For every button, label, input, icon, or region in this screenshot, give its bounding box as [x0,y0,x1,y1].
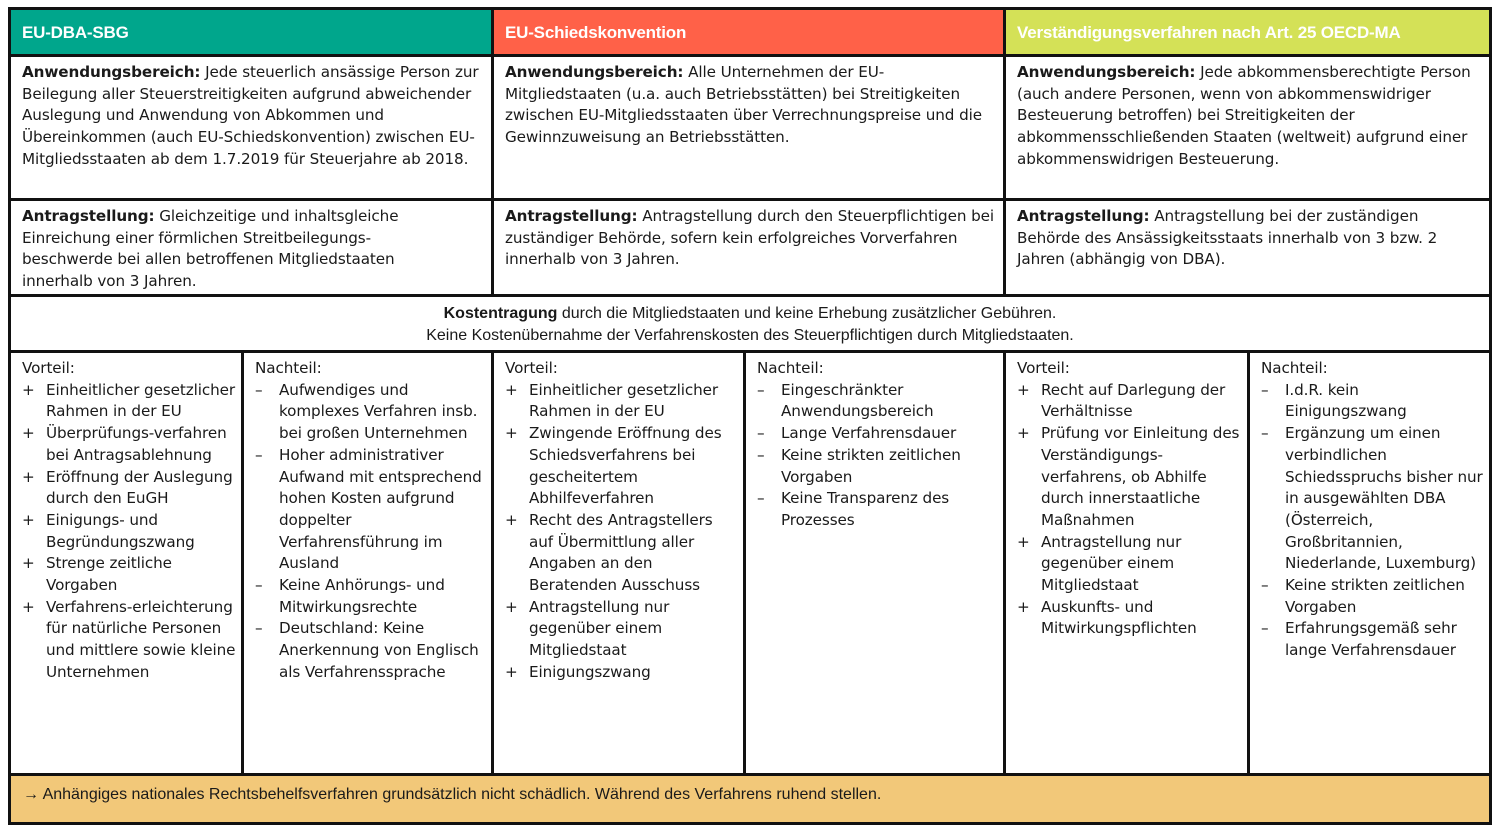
minus-icon: – [757,489,765,508]
filing-text: Antragstellung bei der zuständigen Behörde des Ansässigkeitsstaats innerhalb von 3 bzw. 2 Jahren (abhängig von DBA). [1017,207,1438,269]
con-item [255,445,487,575]
filing-text: Antragstellung durch den Steuerpflichtigen bei zuständiger Behörde, sofern kein erfolgreiches Vorverfahren innerhalb von 3 Jahren. [505,207,994,269]
plus-icon: + [1017,380,1030,399]
scope-row [11,57,1489,201]
plus-icon: + [505,597,518,616]
minus-icon: – [255,445,263,464]
pros-cell-col3 [1006,353,1250,773]
pro-item [1017,380,1243,423]
con-item [255,575,487,618]
pro-item [22,597,237,684]
plus-icon: + [505,424,518,443]
cons-label: Nachteil: [757,359,824,377]
cost-bold: Kostentragung [443,305,558,322]
minus-icon: – [1261,380,1269,399]
footer-text: Anhängiges nationales Rechtsbehelfsverfahren grundsätzlich nicht schädlich. Während des Verfahrens ruhend stellen. [39,786,882,803]
item-text: Eröffnung der Auslegung durch den EuGH [46,467,233,508]
item-text: Prüfung vor Einleitung des Verständigungs-verfahrens, ob Abhilfe durch innerstaatliche Maßnahmen [1041,424,1240,529]
plus-icon: + [1017,424,1030,443]
item-text: Strenge zeitliche Vorgaben [46,554,172,595]
plus-icon: + [505,510,518,529]
pros-label: Vorteil: [505,359,558,377]
header-eu-dba-sbg: EU-DBA-SBG [11,10,494,54]
cost-line-1 [11,303,1489,325]
pro-item [22,553,237,596]
pros-cell-col2 [494,353,746,773]
cons-list [757,380,999,532]
pro-item [1017,597,1243,640]
scope-text: Jede steuerlich ansässige Person zur Beilegung aller Steuerstreitigkeiten aufgrund abweichender Auslegung und Anwendung von Abkommen und Übereinkommen (auch EU-Schiedskonvention) zwischen EU-Mitgliedsstaaten ab dem 1.7.2019 für Steuerjahre ab 2018. [22,63,479,168]
minus-icon: – [757,445,765,464]
minus-icon: – [255,380,263,399]
item-text: Keine Transparenz des Prozesses [781,489,950,529]
con-item [1261,575,1485,618]
plus-icon: + [22,380,35,399]
pro-item [22,510,237,553]
minus-icon: – [757,380,765,399]
con-item [757,445,999,488]
arrow-right-icon: → [23,786,39,803]
scope-label: Anwendungsbereich: [1017,63,1196,81]
scope-label: Anwendungsbereich: [505,63,684,81]
cons-cell-col3 [1250,353,1489,773]
header-verstaendigungsverfahren: Verständigungsverfahren nach Art. 25 OECD-MA [1006,10,1489,54]
plus-icon: + [22,554,35,573]
scope-cell [1006,57,1489,198]
footer-note [11,776,1489,822]
pro-item [22,423,237,466]
item-text: Einheitlicher gesetzlicher Rahmen in der EU [529,380,718,421]
plus-icon: + [1017,597,1030,616]
minus-icon: – [1261,619,1269,638]
cost-row [11,297,1489,353]
scope-text: Alle Unternehmen der EU-Mitgliedstaaten (u.a. auch Betriebsstätten) bei Streitigkeiten zwischen EU-Mitgliedsstaaten über Verrechnungspreise und die Gewinnzuweisung an Betriebsstätten. [505,63,982,147]
pro-item [1017,532,1243,597]
item-text: Keine Anhörungs- und Mitwirkungsrechte [279,576,445,616]
cons-label: Nachteil: [255,359,322,377]
filing-text: Gleichzeitige und inhaltsgleiche Einreichung einer förmlichen Streitbeilegungs-beschwerde bei allen betroffenen Mitgliedstaaten innerhalb von 3 Jahren. [22,207,399,291]
plus-icon: + [22,510,35,529]
item-text: Deutschland: Keine Anerkennung von Englisch als Verfahrenssprache [279,619,479,681]
plus-icon: + [505,380,518,399]
filing-label: Antragstellung: [22,207,155,225]
minus-icon: – [255,576,263,595]
pro-item [22,467,237,510]
pros-label: Vorteil: [22,359,75,377]
item-text: Keine strikten zeitlichen Vorgaben [781,445,961,486]
filing-cell [11,201,494,294]
cons-list [1261,380,1485,662]
scope-cell [494,57,1006,198]
con-item [757,423,999,445]
plus-icon: + [505,662,518,681]
filing-label: Antragstellung: [505,207,638,225]
pro-item [505,423,739,510]
item-text: Verfahrens-erleichterung für natürliche Personen und mittlere sowie kleine Unternehmen [46,597,236,681]
con-item [757,380,999,423]
pros-cell-col1 [11,353,244,773]
cost-line-2: Keine Kostenübernahme der Verfahrenskosten des Steuerpflichtigen durch Mitgliedstaaten. [426,326,1074,344]
con-item [255,380,487,445]
plus-icon: + [22,597,35,616]
pros-list [22,380,237,684]
item-text: I.d.R. kein Einigungszwang [1285,380,1407,421]
pros-cons-row [11,353,1489,776]
filing-label: Antragstellung: [1017,207,1150,225]
cons-list [255,380,487,684]
con-item [757,488,999,531]
plus-icon: + [1017,532,1030,551]
item-text: Erfahrungsgemäß sehr lange Verfahrensdauer [1285,619,1457,660]
item-text: Einigungszwang [529,662,651,681]
scope-text: Jede abkommensberechtigte Person (auch andere Personen, wenn von abkommenswidriger Besteuerung betroffen) bei Streitigkeiten der abkommensschließenden Staaten (weltweit) aufgrund einer abkommenswidrigen Besteuerung. [1017,63,1471,168]
cons-label: Nachteil: [1261,359,1328,377]
pros-label: Vorteil: [1017,359,1070,377]
filing-cell [1006,201,1489,294]
con-item [1261,380,1485,423]
pro-item [505,510,739,597]
item-text: Recht des Antragstellers auf Übermittlung aller Angaben an den Beratenden Ausschuss [529,510,713,595]
con-item [255,618,487,683]
plus-icon: + [22,424,35,443]
scope-cell [11,57,494,198]
minus-icon: – [757,424,765,443]
pro-item [1017,423,1243,532]
cons-cell-col2 [746,353,1006,773]
cons-cell-col1 [244,353,494,773]
header-row [11,10,1489,57]
item-text: Einigungs- und Begründungszwang [46,510,195,551]
item-text: Keine strikten zeitlichen Vorgaben [1285,576,1465,616]
comparison-table [8,7,1492,825]
item-text: Aufwendiges und komplexes Verfahren insb. bei großen Unternehmen [279,380,478,443]
con-item [1261,423,1485,575]
filing-cell [494,201,1006,294]
scope-label: Anwendungsbereich: [22,63,201,81]
item-text: Antragstellung nur gegenüber einem Mitgliedstaat [1041,532,1182,595]
item-text: Überprüfungs-verfahren bei Antragsablehnung [46,424,227,464]
minus-icon: – [1261,424,1269,443]
con-item [1261,618,1485,661]
item-text: Antragstellung nur gegenüber einem Mitgliedstaat [529,597,670,660]
pro-item [505,380,739,423]
item-text: Lange Verfahrensdauer [781,424,957,443]
filing-row [11,201,1489,297]
pros-list [505,380,739,684]
pros-list [1017,380,1243,640]
item-text: Einheitlicher gesetzlicher Rahmen in der EU [46,380,235,421]
header-eu-schiedskonvention: EU-Schiedskonvention [494,10,1006,54]
minus-icon: – [1261,576,1269,595]
item-text: Auskunfts- und Mitwirkungspflichten [1041,597,1197,638]
item-text: Ergänzung um einen verbindlichen Schiedsspruchs bisher nur in ausgewählten DBA (Österreich, Großbritannien, Niederlande, Luxemburg) [1285,424,1483,573]
pro-item [505,597,739,662]
plus-icon: + [22,467,35,486]
pro-item [505,662,739,684]
item-text: Eingeschränkter Anwendungsbereich [781,380,934,421]
item-text: Hoher administrativer Aufwand mit entsprechend hohen Kosten aufgrund doppelter Verfahrensführung im Ausland [279,445,482,573]
item-text: Zwingende Eröffnung des Schiedsverfahrens bei gescheitertem Abhilfeverfahren [529,424,722,508]
item-text: Recht auf Darlegung der Verhältnisse [1041,380,1226,421]
cost-rest: durch die Mitgliedstaaten und keine Erhebung zusätzlicher Gebühren. [557,305,1057,322]
minus-icon: – [255,619,263,638]
pro-item [22,380,237,423]
